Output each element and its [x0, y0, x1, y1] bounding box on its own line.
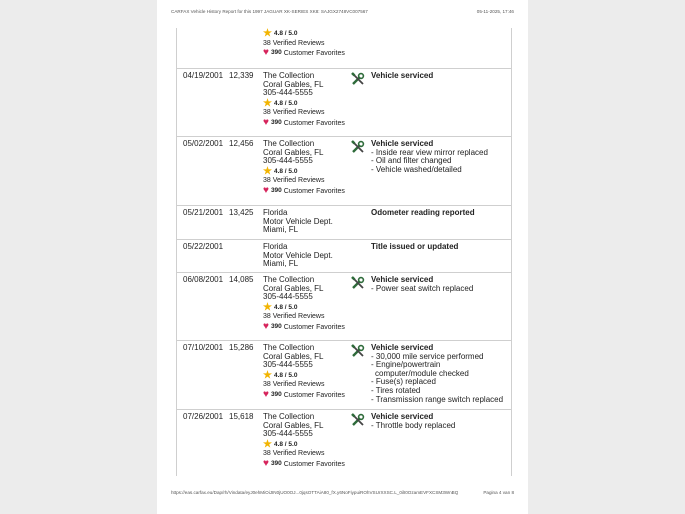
rating: ★ 4.8 / 5.0: [263, 439, 298, 451]
star-icon: ★: [263, 302, 272, 314]
record-date: 05/22/2001: [183, 242, 224, 251]
rating: ★ 4.8 / 5.0: [263, 370, 298, 382]
source-location: Coral Gables, FL: [263, 283, 324, 293]
verified-reviews-link[interactable]: 38 Verified Reviews: [263, 39, 325, 47]
source-phone: 305-444-5555: [263, 156, 313, 166]
customer-favorites: ♥ 390 Customer Favorites: [263, 117, 345, 129]
rating: ★ 4.8 / 5.0: [263, 302, 298, 314]
source-location: Coral Gables, FL: [263, 420, 324, 430]
service-item: - Power seat switch replaced: [371, 283, 474, 293]
customer-favorites: ♥ 390 Customer Favorites: [263, 458, 345, 470]
heart-icon: ♥: [263, 321, 269, 333]
service-item: - Vehicle washed/detailed: [371, 164, 462, 174]
footer-url[interactable]: https://eas.carfax.eu/Dap/rh/Vindata/eyJ0ehMiOiJIN0jUO0OJ...0jqsOTTAiA80_fX.y6NoFiypuiROhVSUrXXSC.L_0ilI0OzamEVFXCSM3WnBQ: [171, 490, 459, 495]
source-name[interactable]: The Collection: [263, 275, 315, 284]
source-column: [263, 243, 347, 269]
star-icon: ★: [263, 28, 272, 40]
rating: ★ 4.8 / 5.0: [263, 28, 298, 40]
source-name[interactable]: The Collection: [263, 343, 315, 352]
source-phone: 305-444-5555: [263, 292, 313, 302]
page-header: [171, 9, 514, 14]
event-title: Odometer reading reported: [371, 208, 475, 217]
record-date: 07/10/2001: [183, 343, 224, 352]
service-item: - Engine/powertrain: [371, 360, 441, 370]
event-title: Vehicle serviced: [371, 139, 434, 148]
event-title: Title issued or updated: [371, 242, 459, 251]
source-phone: 305-444-5555: [263, 88, 313, 98]
rating: ★ 4.8 / 5.0: [263, 98, 298, 110]
source-name[interactable]: The Collection: [263, 412, 315, 421]
customer-favorites: ♥ 390 Customer Favorites: [263, 321, 345, 333]
record-date: 06/08/2001: [183, 275, 224, 284]
source-name: Florida: [263, 242, 288, 251]
table-row: [177, 205, 511, 240]
record-date: 04/19/2001: [183, 71, 224, 80]
heart-icon: ♥: [263, 389, 269, 401]
verified-reviews-link[interactable]: 38 Verified Reviews: [263, 109, 325, 117]
table-row: [177, 28, 511, 69]
service-item: - Oil and filter changed: [371, 156, 452, 166]
table-row: [177, 136, 511, 206]
comments-column: [371, 140, 509, 174]
heart-icon: ♥: [263, 458, 269, 470]
source-location: Miami, FL: [263, 225, 299, 235]
table-row: [177, 239, 511, 273]
comments-column: [371, 413, 509, 430]
star-icon: ★: [263, 439, 272, 451]
report-page: [157, 0, 528, 514]
table-row: [177, 409, 511, 476]
wrench-screwdriver-icon: [351, 413, 365, 427]
source-column: [263, 72, 347, 128]
source-phone: 305-444-5555: [263, 429, 313, 439]
customer-favorites: ♥ 390 Customer Favorites: [263, 185, 345, 197]
source-department: Motor Vehicle Dept.: [263, 250, 333, 260]
heart-icon: ♥: [263, 117, 269, 129]
event-title: Vehicle serviced: [371, 343, 434, 352]
source-column: [263, 28, 347, 58]
customer-favorites: ♥ 390 Customer Favorites: [263, 47, 345, 59]
source-location: Coral Gables, FL: [263, 351, 324, 361]
comments-column: [371, 72, 509, 81]
source-department: Motor Vehicle Dept.: [263, 216, 333, 226]
header-timestamp: 05-11-2025, 17:46: [476, 9, 514, 14]
record-date: 07/26/2001: [183, 412, 224, 421]
source-name[interactable]: The Collection: [263, 139, 315, 148]
odometer-reading: 15,286: [229, 343, 254, 352]
source-column: [263, 209, 347, 235]
wrench-screwdriver-icon: [351, 140, 365, 154]
wrench-screwdriver-icon: [351, 72, 365, 86]
odometer-reading: 12,456: [229, 139, 254, 148]
service-item: - 30,000 mile service performed: [371, 351, 484, 361]
verified-reviews-link[interactable]: 38 Verified Reviews: [263, 381, 325, 389]
comments-column: [371, 344, 509, 404]
table-row: [177, 68, 511, 137]
event-title: Vehicle serviced: [371, 71, 434, 80]
source-column: [263, 140, 347, 196]
service-item: - Inside rear view mirror replaced: [371, 147, 488, 157]
source-column: [263, 276, 347, 332]
source-phone: 305-444-5555: [263, 360, 313, 370]
source-name: Florida: [263, 208, 288, 217]
source-location: Miami, FL: [263, 259, 299, 269]
page-footer: [171, 490, 514, 495]
event-title: Vehicle serviced: [371, 412, 434, 421]
header-title: CARFAX Vehicle History Report for this 1997 JAGUAR XK-SERIES XK8: SAJGX2748VC007567: [171, 9, 368, 14]
odometer-reading: 14,085: [229, 275, 254, 284]
record-date: 05/02/2001: [183, 139, 224, 148]
star-icon: ★: [263, 166, 272, 178]
source-name[interactable]: The Collection: [263, 71, 315, 80]
service-item: computer/module checked: [375, 368, 469, 378]
odometer-reading: 12,339: [229, 71, 254, 80]
service-item: - Transmission range switch replaced: [371, 394, 504, 404]
service-item: - Throttle body replaced: [371, 420, 456, 430]
heart-icon: ♥: [263, 185, 269, 197]
comments-column: [371, 243, 509, 252]
wrench-screwdriver-icon: [351, 344, 365, 358]
wrench-screwdriver-icon: [351, 276, 365, 290]
odometer-reading: 15,618: [229, 412, 254, 421]
star-icon: ★: [263, 370, 272, 382]
heart-icon: ♥: [263, 47, 269, 59]
source-location: Coral Gables, FL: [263, 79, 324, 89]
source-location: Coral Gables, FL: [263, 147, 324, 157]
source-column: [263, 413, 347, 469]
verified-reviews-link[interactable]: 38 Verified Reviews: [263, 313, 325, 321]
service-item: - Fuse(s) replaced: [371, 377, 436, 387]
rating: ★ 4.8 / 5.0: [263, 166, 298, 178]
table-row: [177, 272, 511, 341]
odometer-reading: 13,425: [229, 208, 254, 217]
comments-column: [371, 209, 509, 218]
record-date: 05/21/2001: [183, 208, 224, 217]
verified-reviews-link[interactable]: 38 Verified Reviews: [263, 450, 325, 458]
comments-column: [371, 276, 509, 293]
event-title: Vehicle serviced: [371, 275, 434, 284]
verified-reviews-link[interactable]: 38 Verified Reviews: [263, 177, 325, 185]
table-row: [177, 340, 511, 410]
service-item: - Tires rotated: [371, 385, 421, 395]
star-icon: ★: [263, 98, 272, 110]
history-table: [176, 28, 512, 476]
source-column: [263, 344, 347, 400]
customer-favorites: ♥ 390 Customer Favorites: [263, 389, 345, 401]
page-number: Pagina 4 van 8: [483, 490, 514, 495]
